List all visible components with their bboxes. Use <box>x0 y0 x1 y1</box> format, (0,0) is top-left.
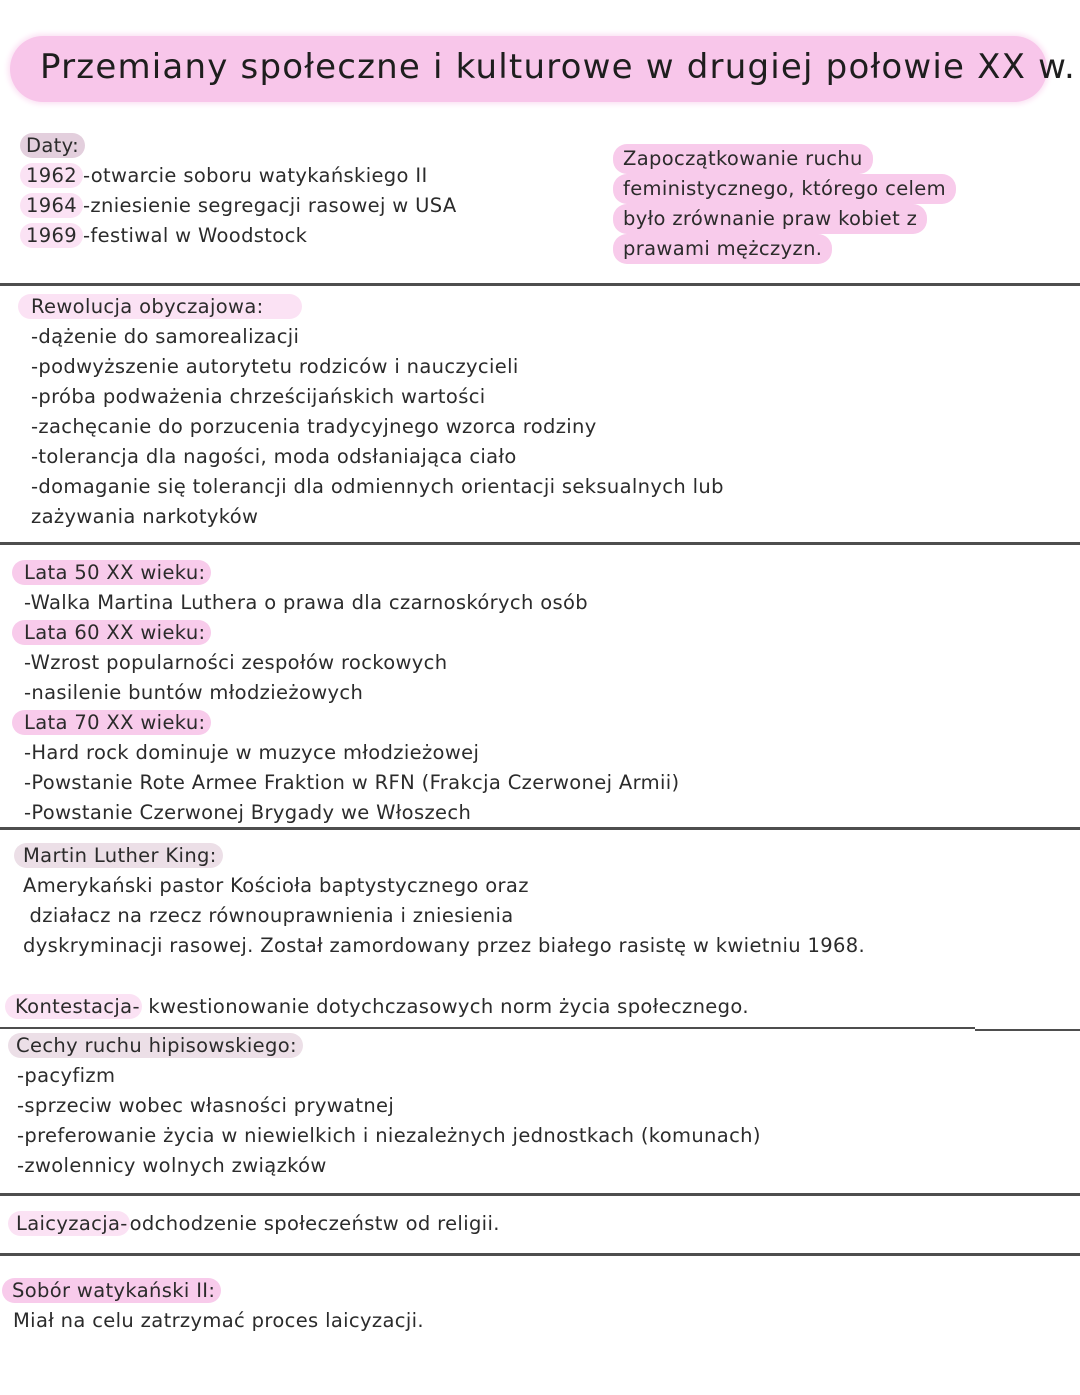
feminism-note-line: prawami mężczyzn. <box>613 234 832 264</box>
decade-heading: Lata 60 XX wieku: <box>12 618 211 648</box>
section-divider <box>0 1027 975 1029</box>
list-item: -zachęcanie do porzucenia tradycyjnego wzorca rodziny <box>31 415 597 438</box>
section-divider <box>0 542 1080 545</box>
list-item: 1969 -festiwal w Woodstock <box>20 221 307 251</box>
section-divider <box>0 283 1080 286</box>
mlk-text-line: działacz na rzecz równouprawnienia i zniesienia <box>23 904 514 927</box>
council-text: Miał na celu zatrzymać proces laicyzacji. <box>13 1309 424 1332</box>
list-item: zażywania narkotyków <box>31 505 259 528</box>
hippie-heading: Cechy ruchu hipisowskiego: <box>8 1031 303 1061</box>
list-item: -sprzeciw wobec własności prywatnej <box>17 1094 395 1117</box>
secularization-definition: Laicyzacja- odchodzenie społeczeństw od religii. <box>8 1209 500 1239</box>
council-heading: Sobór watykański II: <box>2 1276 221 1306</box>
feminism-note-line: Zapoczątkowanie ruchu <box>613 144 873 174</box>
list-item: -podwyższenie autorytetu rodziców i nauczycieli <box>31 355 519 378</box>
list-item: -Hard rock dominuje w muzyce młodzieżowej <box>24 741 480 764</box>
page-title: Przemiany społeczne i kulturowe w drugiej połowie XX w. <box>40 47 1076 87</box>
section-divider <box>0 1193 1080 1196</box>
section-divider <box>975 1029 1080 1031</box>
list-item: 1964 -zniesienie segregacji rasowej w USA <box>20 191 457 221</box>
list-item: -nasilenie buntów młodzieżowych <box>24 681 364 704</box>
mlk-text-line: Amerykański pastor Kościoła baptystycznego oraz <box>23 874 529 897</box>
list-item: -próba podważenia chrześcijańskich wartości <box>31 385 486 408</box>
list-item: -Powstanie Czerwonej Brygady we Włoszech <box>24 801 472 824</box>
list-item: -preferowanie życia w niewielkich i niezależnych jednostkach (komunach) <box>17 1124 761 1147</box>
list-item: -dążenie do samorealizacji <box>31 325 300 348</box>
decade-heading: Lata 70 XX wieku: <box>12 708 211 738</box>
mlk-text-line: dyskryminacji rasowej. Został zamordowany przez białego rasistę w kwietniu 1968. <box>23 934 866 957</box>
list-item: -Wzrost popularności zespołów rockowych <box>24 651 448 674</box>
decade-heading: Lata 50 XX wieku: <box>12 558 211 588</box>
section-divider <box>0 827 1080 830</box>
feminism-note-line: feministycznego, którego celem <box>613 174 956 204</box>
list-item: -zwolennicy wolnych związków <box>17 1154 327 1177</box>
list-item: -Walka Martina Luthera o prawa dla czarnoskórych osób <box>24 591 589 614</box>
list-item: 1962 -otwarcie soboru watykańskiego II <box>20 161 428 191</box>
list-item: -tolerancja dla nagości, moda odsłaniająca ciało <box>31 445 517 468</box>
list-item: -domaganie się tolerancji dla odmiennych orientacji seksualnych lub <box>31 475 724 498</box>
mlk-heading: Martin Luther King: <box>14 841 223 871</box>
section-divider <box>0 1253 1080 1256</box>
feminism-note-line: było zrównanie praw kobiet z <box>613 204 927 234</box>
list-item: -pacyfizm <box>17 1064 116 1087</box>
dates-heading: Daty: <box>20 131 85 161</box>
contestation-definition: Kontestacja- kwestionowanie dotychczasowych norm życia społecznego. <box>5 992 749 1022</box>
list-item: -Powstanie Rote Armee Fraktion w RFN (Frakcja Czerwonej Armii) <box>24 771 680 794</box>
revolution-heading: Rewolucja obyczajowa: <box>18 292 302 322</box>
